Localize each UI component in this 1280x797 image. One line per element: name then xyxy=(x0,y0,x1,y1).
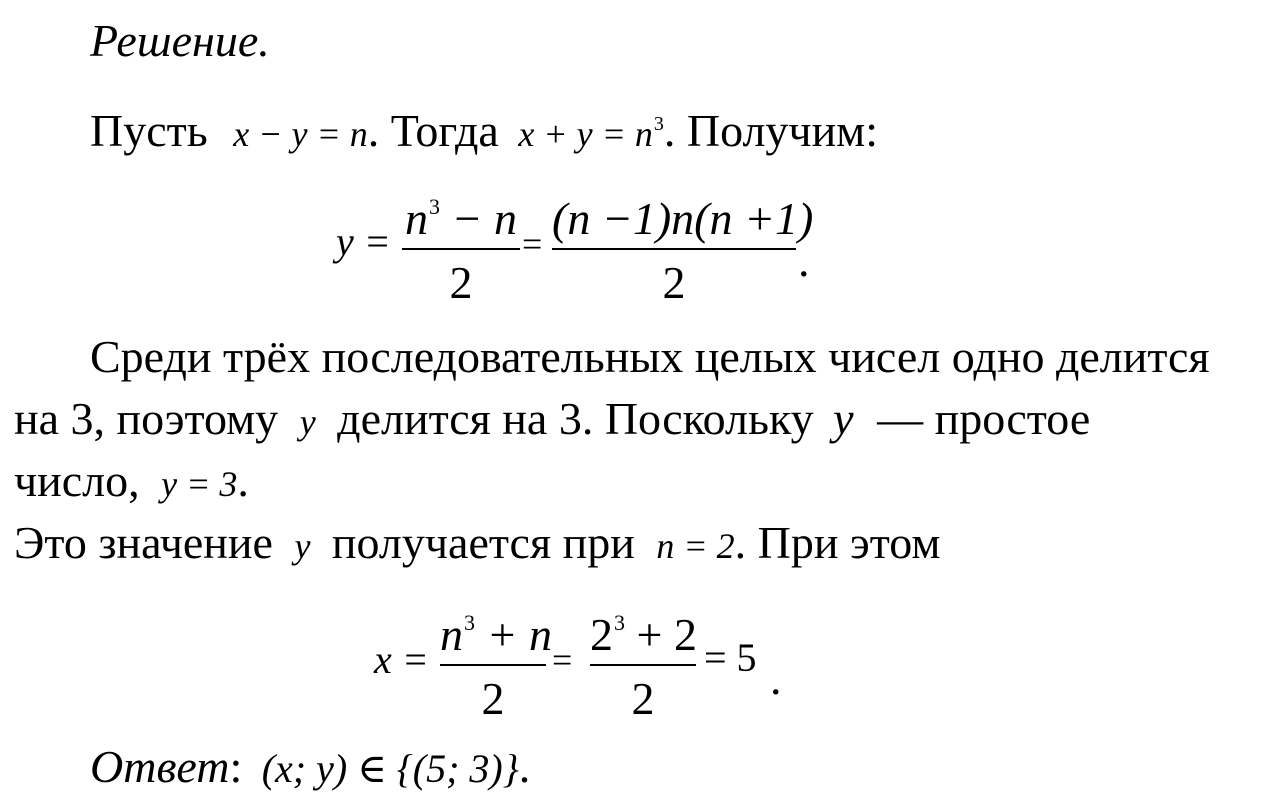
fraction-3 xyxy=(440,609,553,724)
fraction-3-denominator: 2 xyxy=(481,673,505,724)
fraction-2-denominator: 2 xyxy=(662,257,686,308)
fraction-4-denominator: 2 xyxy=(631,673,655,724)
period: . xyxy=(798,235,810,286)
paragraph-line-3: число, y = 3. xyxy=(14,455,249,506)
fraction-2-numerator: (n −1)n(n +1) xyxy=(552,193,814,244)
equation-difference: x − y = n xyxy=(233,114,368,154)
fraction-1-numerator: $n^3 - n$ xyxy=(404,193,518,244)
formula-y-lhs: y = xyxy=(336,219,391,264)
fraction-1 xyxy=(402,193,520,308)
equals-sign: = xyxy=(552,640,573,680)
text-let: Пусть xyxy=(90,105,208,156)
paragraph-line-1: Среди трёх последовательных целых чисел одно делится xyxy=(90,331,1210,382)
fraction-4-numerator: $2^3 + 2$ xyxy=(590,609,697,660)
result-value: = 5 xyxy=(704,635,757,680)
statement-line xyxy=(90,105,879,156)
fraction-2-bar xyxy=(552,248,796,250)
answer-expression: (x; y) ∈ {(5; 3)} xyxy=(261,746,519,791)
text-then: . Тогда xyxy=(367,105,499,156)
fraction-1-denominator: 2 xyxy=(449,257,473,308)
equals-sign: = xyxy=(522,224,543,264)
answer-line: Ответ: (x; y) ∈ {(5; 3)}. xyxy=(90,741,531,792)
value-line: Это значение y получается при n = 2. При этом xyxy=(14,517,941,568)
fraction-3-bar xyxy=(440,664,546,666)
fraction-4 xyxy=(590,609,697,724)
exponent-3: 3 xyxy=(653,113,664,135)
fraction-1-bar xyxy=(402,248,520,250)
paragraph-line-2: на 3, поэтому y делится на 3. Поскольку y — простое xyxy=(14,393,1091,444)
period: . xyxy=(770,653,782,704)
fraction-2 xyxy=(552,193,814,308)
equation-sum: x + y = n xyxy=(518,114,653,154)
solution-heading: Решение. xyxy=(90,15,270,66)
text-we-get: . Получим: xyxy=(663,105,879,156)
fraction-4-bar xyxy=(590,664,696,666)
fraction-3-numerator: $n^3 + n$ xyxy=(440,609,553,660)
formula-x-lhs: x = xyxy=(374,637,429,682)
answer-label: Ответ xyxy=(90,741,230,792)
